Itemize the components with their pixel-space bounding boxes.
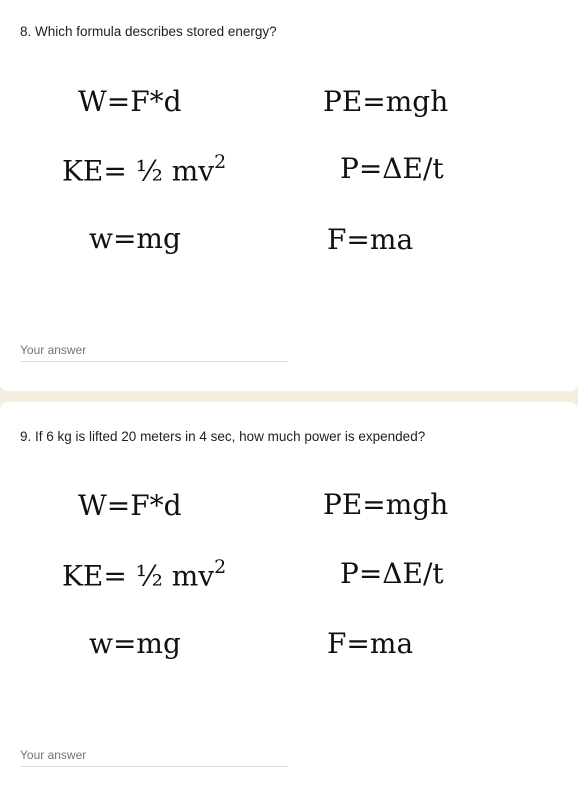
formula-kinetic-energy: KE= ½ $mv^2$ [62,556,227,593]
formula-weight: w=mg [89,627,181,660]
formula-kinetic-energy: KE= ½ $mv^2$ [62,151,227,188]
formula-force: F=ma [327,223,414,256]
answer-input[interactable] [20,339,288,362]
formula-kinetic-energy-exponent: 2 [214,151,227,173]
question-title: 9. If 6 kg is lifted 20 meters in 4 sec, how much power is expended? [20,429,426,444]
formula-sheet-image [0,402,578,702]
question-card-9 [0,402,578,797]
formula-potential-energy: PE=mgh [323,85,449,118]
question-title: 8. Which formula describes stored energy? [20,24,277,39]
formula-work: W=F*d [78,489,182,522]
formula-power: P=ΔE/t [340,152,444,185]
answer-input[interactable] [20,744,288,767]
formula-work: W=F*d [78,85,182,118]
formula-power: P=ΔE/t [340,557,444,590]
formula-force: F=ma [327,627,414,660]
formula-kinetic-energy-exponent: 2 [214,556,227,578]
formula-weight: w=mg [89,222,181,255]
formula-potential-energy: PE=mgh [323,488,449,521]
formula-sheet-image [0,0,578,300]
question-card-8 [0,0,578,391]
